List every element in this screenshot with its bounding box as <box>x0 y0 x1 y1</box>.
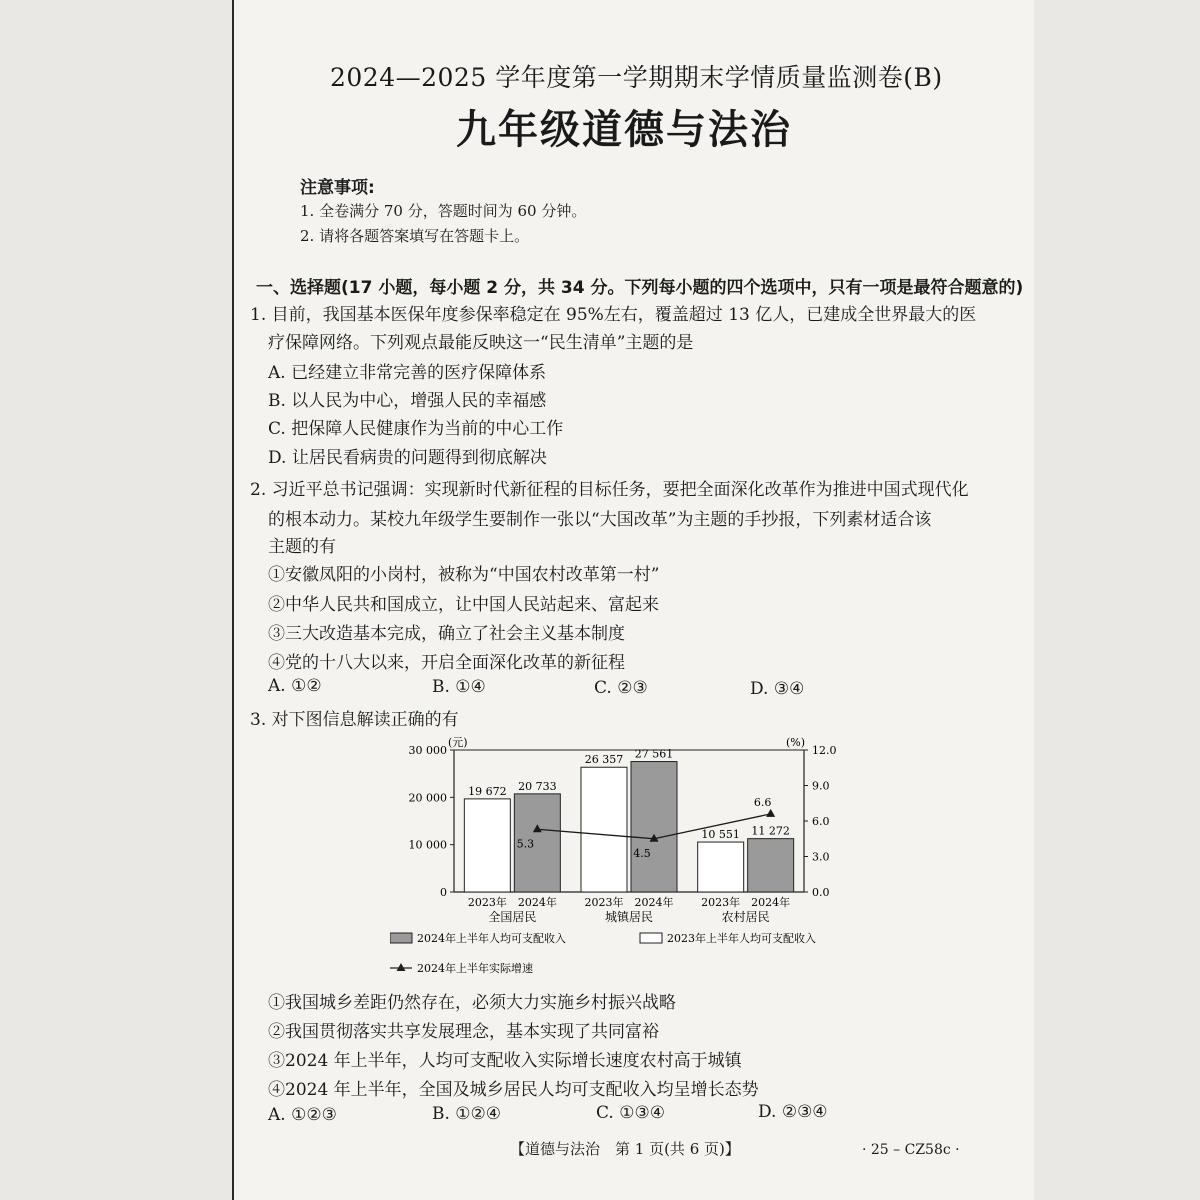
income-chart <box>390 730 860 980</box>
question-3-stem: 3. 对下图信息解读正确的有 <box>250 710 459 730</box>
year-tick-label: 2024年 <box>751 896 791 909</box>
group-label: 全国居民 <box>488 910 537 924</box>
bar-value-label: 10 551 <box>701 828 740 842</box>
question-3-option-d: D. ②③④ <box>758 1102 828 1122</box>
question-2-stem-cont: 的根本动力。某校九年级学生要制作一张以“大国改革”为主题的手抄报，下列素材适合该 <box>268 510 932 530</box>
bar-2023 <box>581 767 627 892</box>
question-1-stem-cont: 疗保障网络。下列观点最能反映这一“民生清单”主题的是 <box>268 333 694 353</box>
growth-value-label: 6.6 <box>753 795 772 809</box>
right-tick-label: 6.0 <box>812 815 830 828</box>
question-2-option-d: D. ③④ <box>750 679 805 699</box>
question-2-item: ①安徽凤阳的小岗村，被称为“中国农村改革第一村” <box>268 565 660 585</box>
right-tick-label: 9.0 <box>812 779 830 793</box>
year-tick-label: 2023年 <box>584 896 624 909</box>
question-1-option-d: D. 让居民看病贵的问题得到彻底解决 <box>268 448 547 468</box>
notice-item: 1. 全卷满分 70 分，答题时间为 60 分钟。 <box>300 202 587 220</box>
question-3-item: ①我国城乡差距仍然存在，必须大力实施乡村振兴战略 <box>268 993 676 1013</box>
legend-swatch-2023 <box>640 933 662 943</box>
question-3-option-a: A. ①②③ <box>268 1105 337 1125</box>
question-3-option-c: C. ①③④ <box>596 1103 665 1123</box>
question-1-stem: 1. 目前，我国基本医保年度参保率稳定在 95%左右，覆盖超过 13 亿人，已建成全世界最大的医 <box>250 305 977 325</box>
year-tick-label: 2023年 <box>701 896 741 909</box>
growth-value-label: 5.3 <box>516 837 535 851</box>
left-unit-label: (元) <box>448 736 468 749</box>
bar-value-label: 26 357 <box>584 753 624 767</box>
question-2-option-c: C. ②③ <box>594 678 648 698</box>
bar-2024 <box>631 762 677 892</box>
question-1-option-a: A. 已经建立非常完善的医疗保障体系 <box>268 363 547 383</box>
exam-title: 2024—2025 学年度第一学期期末学情质量监测卷(B) <box>330 63 943 92</box>
group-label: 城镇居民 <box>604 910 654 924</box>
legend-marker <box>397 963 406 971</box>
year-tick-label: 2023年 <box>467 896 507 909</box>
right-tick-label: 0.0 <box>812 886 830 899</box>
section-heading: 一、选择题(17 小题，每小题 2 分，共 34 分。下列每小题的四个选项中，只有一项是最符合题意的) <box>256 278 1024 298</box>
question-3-option-b: B. ①②④ <box>432 1104 502 1124</box>
question-3-item: ③2024 年上半年，人均可支配收入实际增长速度农村高于城镇 <box>268 1051 742 1071</box>
question-2-option-b: B. ①④ <box>432 677 486 697</box>
right-unit-label: (%) <box>786 736 806 749</box>
notice-heading: 注意事项: <box>300 178 375 198</box>
question-1-option-c: C. 把保障人民健康作为当前的中心工作 <box>268 419 564 439</box>
year-tick-label: 2024年 <box>517 896 557 909</box>
bar-value-label: 20 733 <box>518 779 557 793</box>
question-3-item: ②我国贯彻落实共享发展理念，基本实现了共同富裕 <box>268 1022 659 1042</box>
growth-point-marker <box>766 809 775 817</box>
left-tick-label: 30 000 <box>408 744 447 757</box>
legend-label: 2024年上半年人均可支配收入 <box>417 932 566 945</box>
right-tick-label: 12.0 <box>812 744 837 757</box>
bar-value-label: 27 561 <box>634 747 674 761</box>
legend-label: 2023年上半年人均可支配收入 <box>667 932 816 945</box>
left-tick-label: 0 <box>440 886 447 899</box>
question-1-option-b: B. 以人民为中心，增强人民的幸福感 <box>268 391 547 411</box>
legend-label: 2024年上半年实际增速 <box>417 962 533 975</box>
exam-subject-title: 九年级道德与法治 <box>456 107 792 153</box>
right-tick-label: 3.0 <box>812 850 830 864</box>
legend-swatch-2024 <box>390 933 412 943</box>
left-tick-label: 10 000 <box>408 838 447 852</box>
group-label: 农村居民 <box>721 910 770 924</box>
bar-2024 <box>748 839 794 892</box>
bar-value-label: 11 272 <box>751 824 790 838</box>
question-3-item: ④2024 年上半年，全国及城乡居民人均可支配收入均呈增长态势 <box>268 1080 759 1100</box>
year-tick-label: 2024年 <box>634 896 674 909</box>
growth-value-label: 4.5 <box>633 846 651 860</box>
notice-item: 2. 请将各题答案填写在答题卡上。 <box>300 227 530 245</box>
left-tick-label: 20 000 <box>408 791 447 805</box>
question-2-item: ③三大改造基本完成，确立了社会主义基本制度 <box>268 624 625 644</box>
page-code: · 25 – CZ58c · <box>862 1142 960 1158</box>
question-2-item: ②中华人民共和国成立，让中国人民站起来、富起来 <box>268 595 659 615</box>
question-2-item: ④党的十八大以来，开启全面深化改革的新征程 <box>268 653 625 673</box>
question-2-stem-cont: 主题的有 <box>268 537 336 557</box>
page-footer: 【道德与法治 第 1 页(共 6 页)】 <box>510 1140 740 1158</box>
question-2-option-a: A. ①② <box>268 676 322 696</box>
bar-2023 <box>464 799 510 892</box>
question-2-stem: 2. 习近平总书记强调：实现新时代新征程的目标任务，要把全面深化改革作为推进中国式现代化 <box>250 480 969 500</box>
bar-2023 <box>698 842 744 892</box>
bar-value-label: 19 672 <box>468 784 507 798</box>
